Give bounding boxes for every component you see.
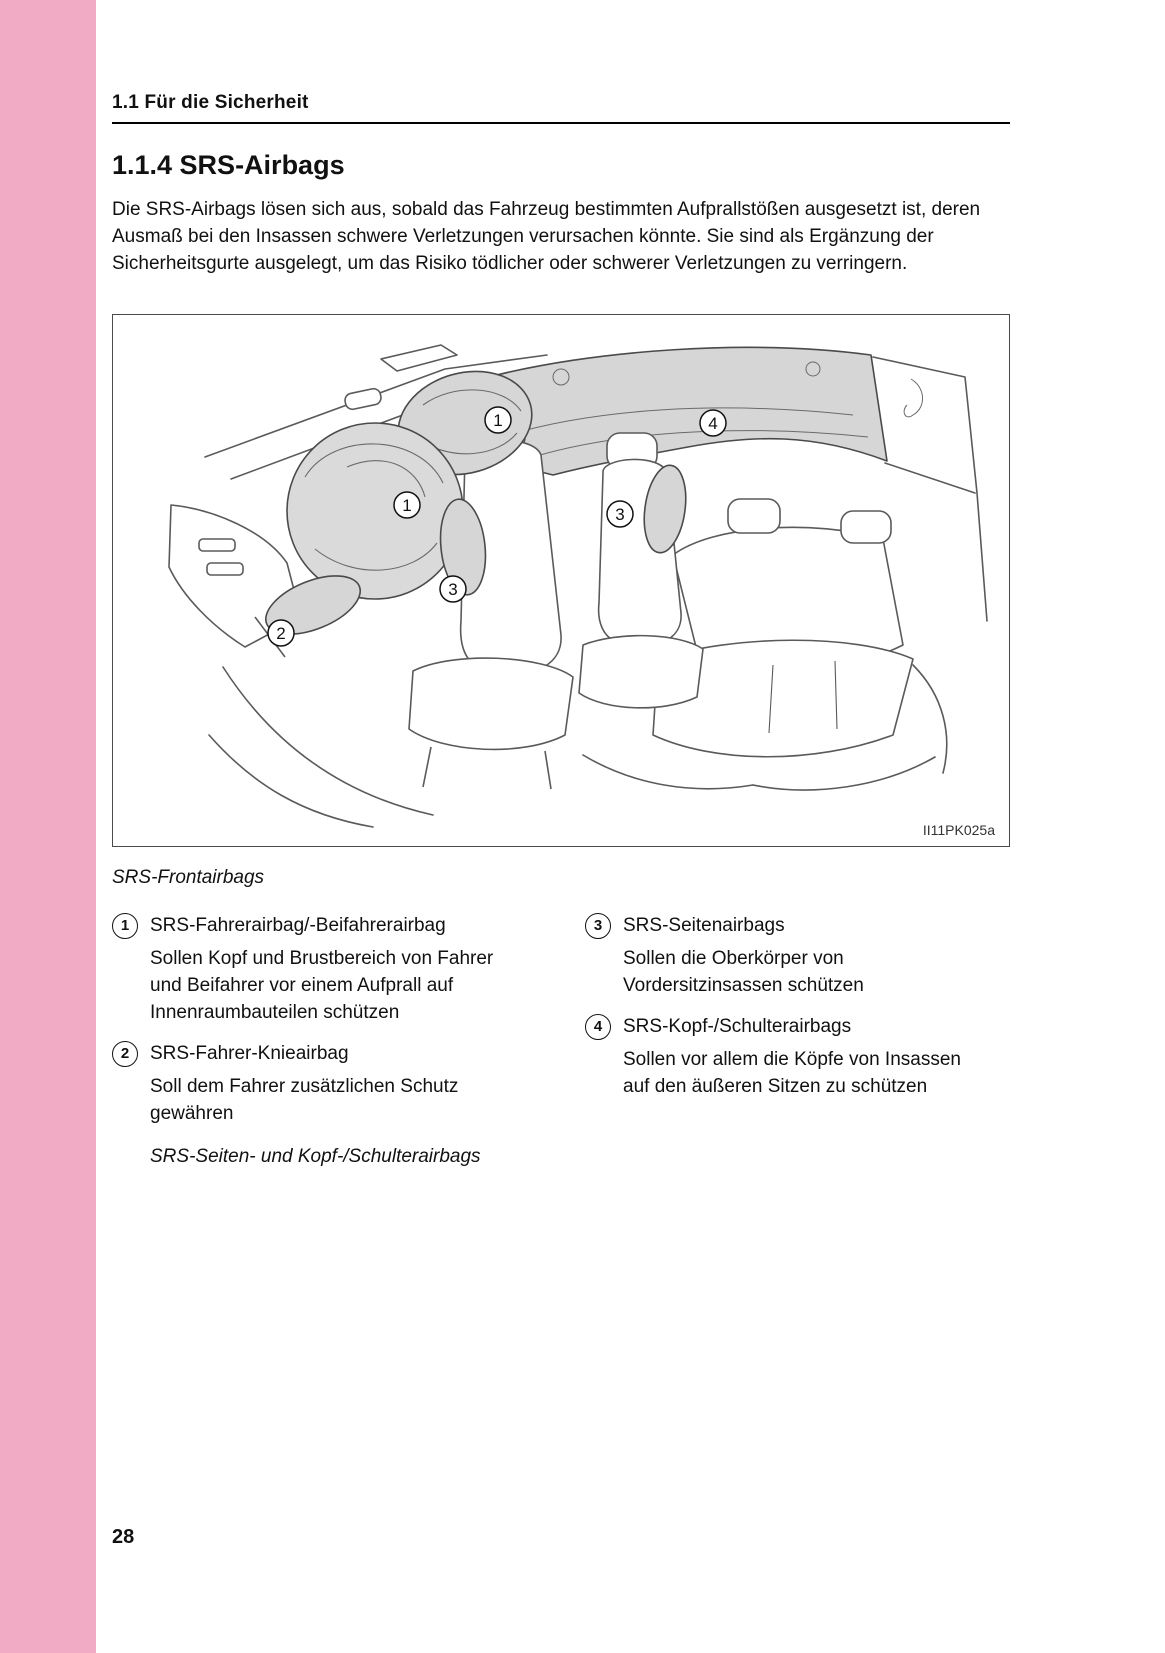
car-interior-illustration xyxy=(113,315,1009,846)
legend-item-4 xyxy=(585,1014,1010,1101)
airbag-legend xyxy=(112,899,1010,1168)
callout-1a-label: 1 xyxy=(493,410,503,430)
item-number-badge: 1 xyxy=(112,913,138,939)
callout-1-driver-airbag xyxy=(394,492,420,518)
intro-paragraph: Die SRS-Airbags lösen sich aus, sobald das Fahrzeug bestimmten Aufprallstößen ausgesetzt ist, deren Ausmaß bei den Insassen schwere Verletzungen verursachen könnte. Sie sind als Ergänzung der Sicherheitsgurte ausgelegt, um das Risiko tödlicher oder schwerer Verletzungen zu verringern. xyxy=(112,199,981,274)
callout-3-left-side-airbag xyxy=(440,576,466,602)
airbag-figure xyxy=(112,314,1010,847)
legend-item-2 xyxy=(112,1041,585,1128)
item-number-badge: 3 xyxy=(585,913,611,939)
callout-4-label: 4 xyxy=(708,413,718,433)
caption-frontairbags: SRS-Frontairbags xyxy=(112,866,265,888)
legend-column-right xyxy=(585,899,1010,1168)
callout-2-label: 2 xyxy=(276,623,286,643)
item-description: Sollen die Oberkörper von Vordersitzinsassen schützen xyxy=(623,947,864,996)
item-description: Sollen vor allem die Köpfe von Insassen auf den äußeren Sitzen zu schützen xyxy=(623,1048,961,1097)
section-title: 1.1.4 SRS-Airbags xyxy=(112,150,345,180)
item-description: Sollen Kopf und Brustbereich von Fahrer und Beifahrer vor einem Aufprall auf Innenraumbauteilen schützen xyxy=(150,947,494,1023)
item-number-badge: 4 xyxy=(585,1014,611,1040)
caption-side-and-curtain-airbags: SRS-Seiten- und Kopf-/Schulterairbags xyxy=(150,1145,481,1167)
callout-4-curtain-airbag xyxy=(700,410,726,436)
figure-image-code: II11PK025a xyxy=(922,821,995,838)
legend-column-left xyxy=(112,899,585,1168)
item-number-badge: 2 xyxy=(112,1041,138,1067)
page-accent-stripe xyxy=(0,0,96,1653)
callout-2-knee-airbag xyxy=(268,620,294,646)
page-number: 28 xyxy=(112,1526,135,1548)
callout-1b-label: 1 xyxy=(402,495,412,515)
legend-item-3 xyxy=(585,913,1010,1000)
item-label: SRS-Kopf-/Schulterairbags xyxy=(623,1015,852,1037)
item-label: SRS-Seitenairbags xyxy=(623,914,785,936)
callout-1-passenger-airbag xyxy=(485,407,511,433)
callout-3b-label: 3 xyxy=(448,579,458,599)
item-label: SRS-Fahrerairbag/-Beifahrerairbag xyxy=(150,914,446,936)
chapter-header: 1.1 Für die Sicherheit xyxy=(112,92,1010,124)
item-label: SRS-Fahrer-Knieairbag xyxy=(150,1042,349,1064)
page-content xyxy=(112,0,1010,1168)
callout-3a-label: 3 xyxy=(615,504,625,524)
callout-3-right-side-airbag xyxy=(607,501,633,527)
item-description: Soll dem Fahrer zusätzlichen Schutz gewähren xyxy=(150,1075,459,1124)
legend-item-1 xyxy=(112,913,585,1027)
